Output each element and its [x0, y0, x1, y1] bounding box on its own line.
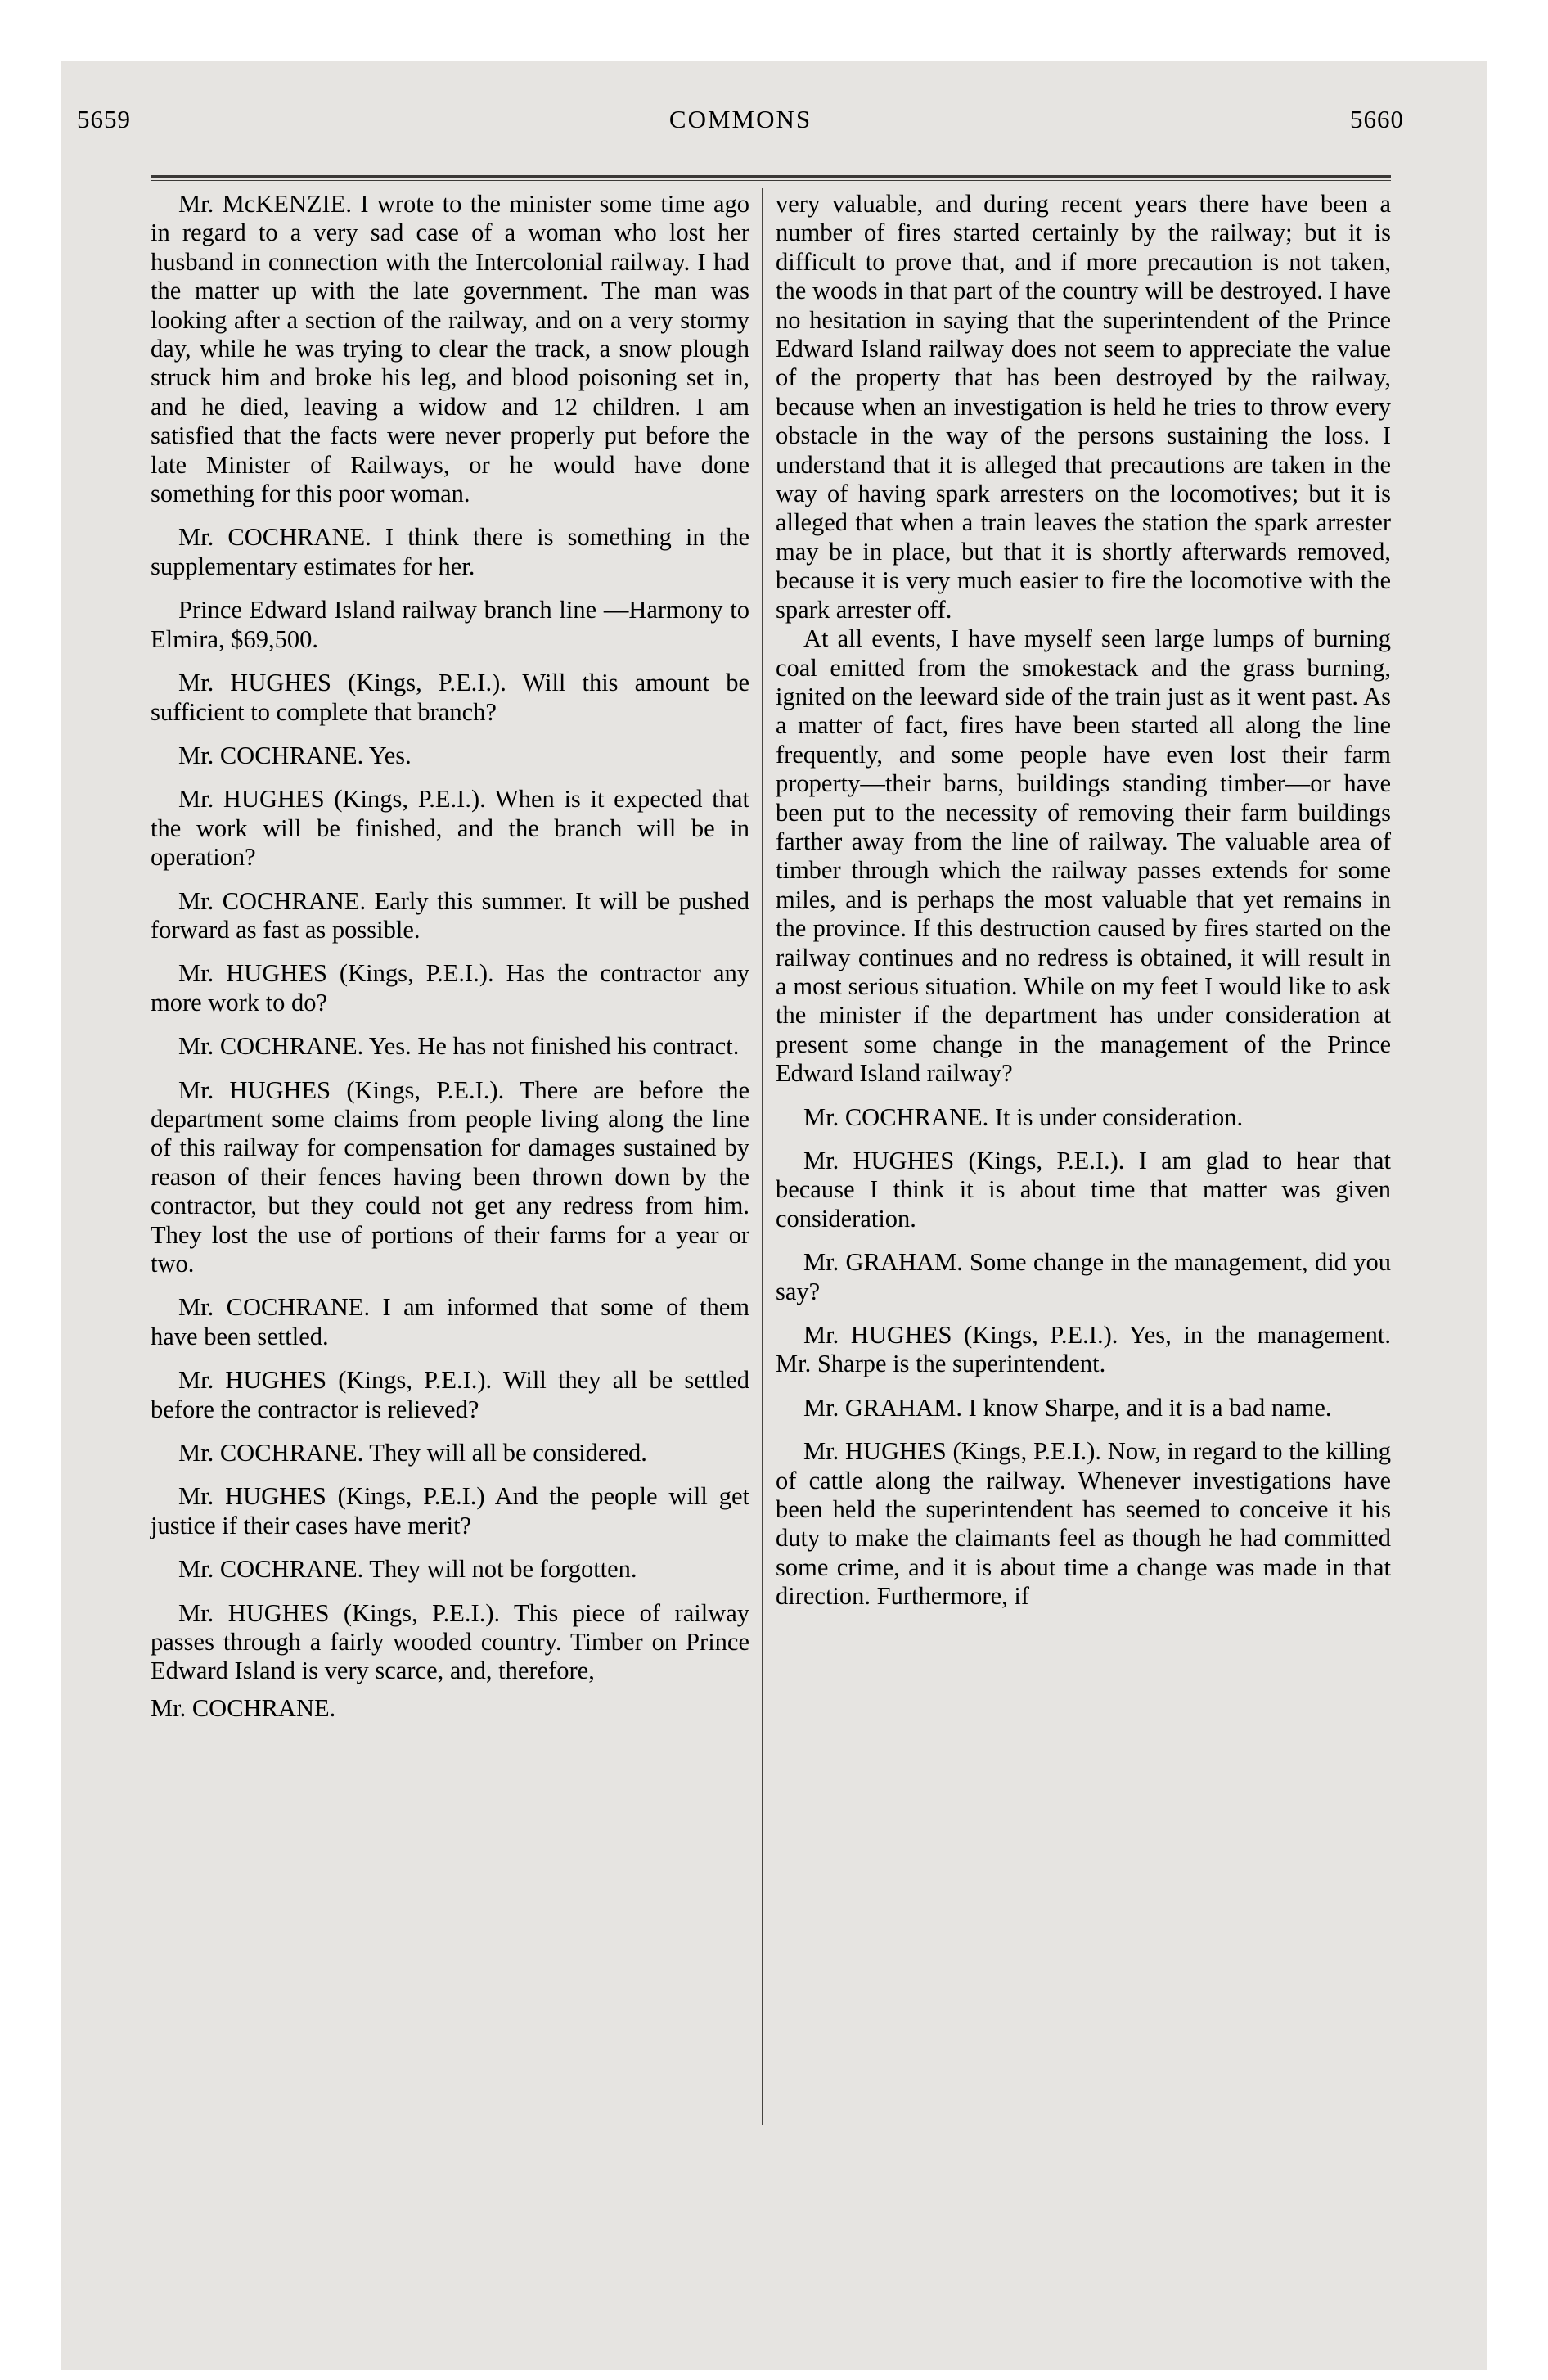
speech-paragraph: Mr. COCHRANE. Yes.	[178, 741, 412, 769]
speech-paragraph: Mr. HUGHES (Kings, P.E.I.) And the people will get justice if their cases have merit?	[151, 1482, 749, 1539]
left-column	[151, 190, 749, 1723]
speech-paragraph: very valuable, and during recent years there have been a number of fires started certainly by the railway; but it is difficult to prove that, and if more precaution is not taken, the woods in that part of the country will be destroyed. I have no hesitation in saying that the superintendent of the Prince Edward Island railway does not seem to appreciate the value of the property that has been destroyed by the railway, because when an investigation is held he tries to throw every obstacle in the way of the persons sustaining the loss. I understand that it is alleged that precautions are taken in the way of having spark arresters on the locomotives; but it is alleged that when a train leaves the station the spark arrester may be in place, but that it is shortly afterwards removed, because it is very much easier to fire the locomotive with the spark arrester off.	[776, 190, 1391, 624]
header-rule	[151, 175, 1391, 178]
speaker-catchword: Mr. COCHRANE.	[151, 1693, 336, 1722]
speech-paragraph: Mr. GRAHAM. I know Sharpe, and it is a bad name.	[803, 1393, 1332, 1422]
speech-paragraph: Mr. GRAHAM. Some change in the management, did you say?	[776, 1248, 1391, 1305]
speech-paragraph: At all events, I have myself seen large lumps of burning coal emitted from the smokestack and the grass burning, ignited on the leeward side of the train just as it went past. As a matter of fact, fires have been started all along the line frequently, and some people have even lost their farm property—their barns, buildings standing timber—or have been put to the necessity of removing their farm buildings farther away from the line of railway. The valuable area of timber through which the railway passes extends for some miles, and is perhaps the most valuable that yet remains in the province. If this destruction caused by fires started on the railway continues and no redress is obtained, it will result in a most serious situation. While on my feet I would like to ask the minister if the department has under consideration at present some change in the management of the Prince Edward Island railway?	[776, 624, 1391, 1088]
speech-paragraph: Mr. COCHRANE. Yes. He has not finished his contract.	[178, 1032, 740, 1061]
speech-paragraph: Mr. COCHRANE. They will all be considered.	[178, 1439, 647, 1467]
page-number-left: 5659	[77, 105, 131, 133]
page-number-right: 5660	[1350, 105, 1404, 133]
speech-paragraph: Mr. HUGHES (Kings, P.E.I.). Yes, in the management. Mr. Sharpe is the superintendent.	[776, 1321, 1391, 1378]
page-header	[77, 105, 1404, 137]
speech-paragraph: Mr. McKENZIE. I wrote to the minister some time ago in regard to a very sad case of a woman who lost her husband in connection with the Intercolonial railway. I had the matter up with the late government. The man was looking after a section of the railway, and on a very stormy day, while he was trying to clear the track, a snow plough struck him and broke his leg, and blood poisoning set in, and he died, leaving a widow and 12 children. I am satisfied that the facts were never properly put before the late Minister of Railways, or he would have done something for this poor woman.	[151, 190, 749, 508]
speech-paragraph: Mr. HUGHES (Kings, P.E.I.). This piece of railway passes through a fairly wooded country. Timber on Prince Edward Island is very scarce, and, therefore,	[151, 1598, 749, 1685]
speech-paragraph: Mr. COCHRANE. I am informed that some of them have been settled.	[151, 1293, 749, 1350]
speech-paragraph: Mr. HUGHES (Kings, P.E.I.). I am glad to hear that because I think it is about time that matter was given consideration.	[776, 1147, 1391, 1233]
speech-paragraph: Mr. HUGHES (Kings, P.E.I.). Has the contractor any more work to do?	[151, 959, 749, 1016]
speech-paragraph: Mr. COCHRANE. They will not be forgotten.	[178, 1555, 637, 1584]
speech-paragraph: Mr. COCHRANE. It is under consideration.	[803, 1102, 1244, 1131]
column-divider	[762, 188, 763, 2125]
speech-paragraph: Mr. HUGHES (Kings, P.E.I.). When is it expected that the work will be finished, and the branch will be in operation?	[151, 785, 749, 872]
page-title: COMMONS	[668, 105, 812, 133]
speech-paragraph: Mr. COCHRANE. I think there is something in the supplementary estimates for her.	[151, 523, 749, 580]
speech-paragraph: Mr. HUGHES (Kings, P.E.I.). Will they all be settled before the contractor is relieved?	[151, 1366, 749, 1423]
speech-paragraph: Mr. COCHRANE. Early this summer. It will be pushed forward as fast as possible.	[151, 886, 749, 944]
speech-paragraph: Mr. HUGHES (Kings, P.E.I.). Will this amount be sufficient to complete that branch?	[151, 669, 749, 726]
speech-paragraph: Mr. HUGHES (Kings, P.E.I.). There are before the department some claims from people living along the line of this railway for compensation for damages sustained by reason of their fences having been thrown down by the contractor, but they could not get any redress from him. They lost the use of portions of their farms for a year or two.	[151, 1075, 749, 1278]
header-rule-thin	[151, 180, 1391, 181]
speech-paragraph: Mr. HUGHES (Kings, P.E.I.). Now, in regard to the killing of cattle along the railway. Whenever investigations have been held the superintendent has seemed to conceive it his duty to make the claimants feel as though he had committed some crime, and it is about time a change was made in that direction. Furthermore, if	[776, 1437, 1391, 1611]
estimate-item: Prince Edward Island railway branch line —Harmony to Elmira, $69,500.	[151, 596, 749, 653]
right-column	[776, 190, 1391, 1611]
